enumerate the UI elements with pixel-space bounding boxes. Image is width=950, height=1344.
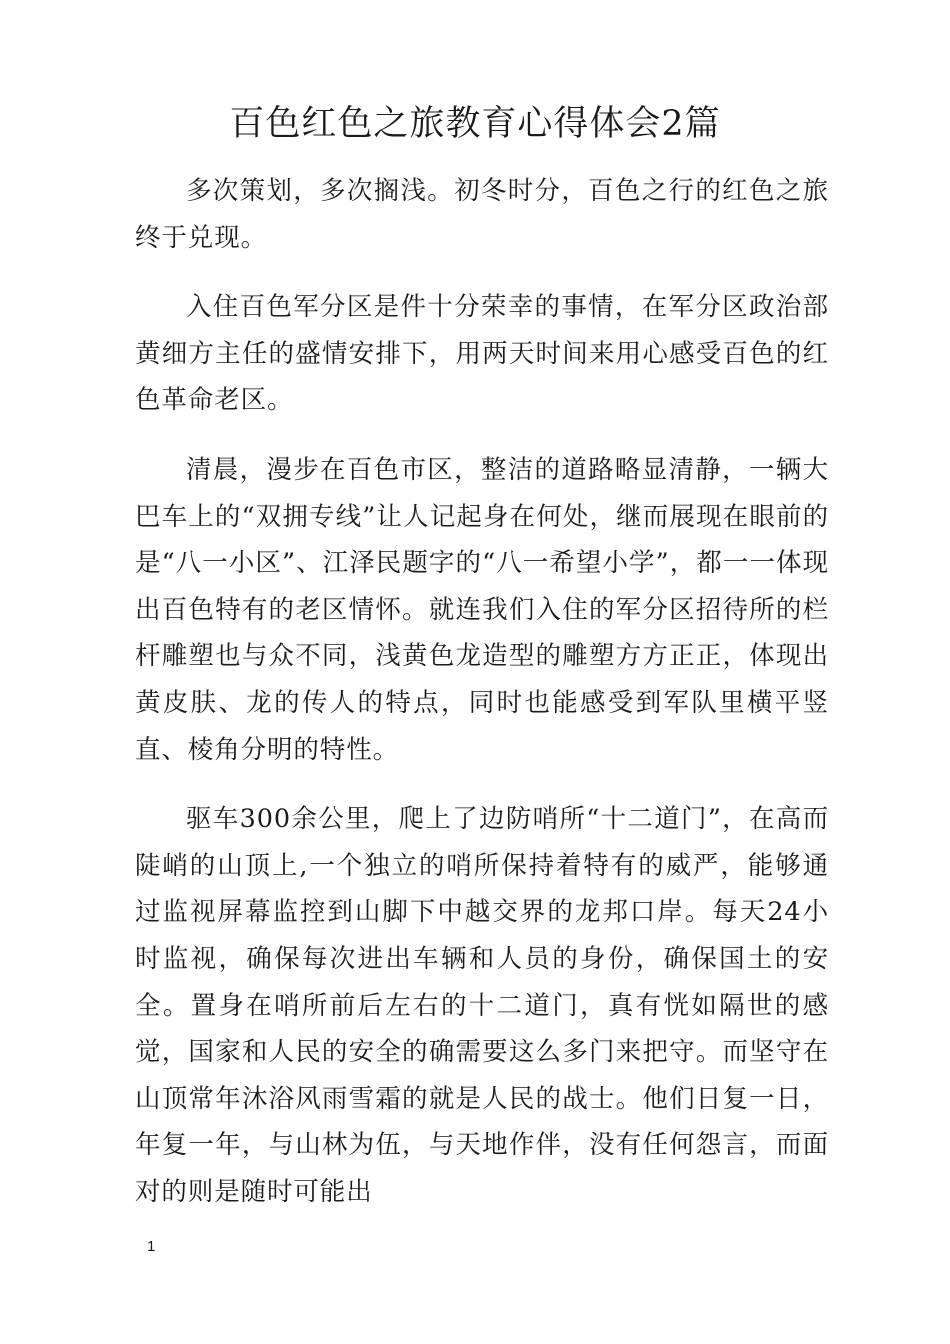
document-body [135,168,829,1238]
page-number: 1 [147,1238,156,1255]
document-title: 百色红色之旅教育心得体会2篇 [229,104,721,144]
paragraph-1: 多次策划，多次搁浅。初冬时分，百色之行的红色之旅终于兑现。 [135,176,829,253]
paragraph-4: 驱车300余公里，爬上了边防哨所“十二道门”，在高而陡峭的山顶上,一个独立的哨所保持着特有的威严，能够通过监视屏幕监控到山脚下中越交界的龙邦口岸。每天24小时监视，确保每次进出车辆和人员的身份，确保国土的安全。置身在哨所前后左右的十二道门，真有恍如隔世的感觉，国家和人民的安全的确需要这么多门来把守。而坚守在山顶常年沐浴风雨雪霜的就是人民的战士。他们日复一日，年复一年，与山林为伍，与天地作伴，没有任何怨言，而面对的则是随时可能出 [135,804,829,1207]
paragraph-3: 清晨，漫步在百色市区，整洁的道路略显清静，一辆大巴车上的“双拥专线”让人记起身在何处，继而展现在眼前的是“八一小区”、江泽民题字的“八一希望小学”，都一一体现出百色特有的老区情怀。就连我们入住的军分区招待所的栏杆雕塑也与众不同，浅黄色龙造型的雕塑方方正正，体现出黄皮肤、龙的传人的特点，同时也能感受到军队里横平竖直、棱角分明的特性。 [135,454,829,765]
paragraph-2: 入住百色军分区是件十分荣幸的事情，在军分区政治部黄细方主任的盛情安排下，用两天时间来用心感受百色的红色革命老区。 [135,292,829,416]
